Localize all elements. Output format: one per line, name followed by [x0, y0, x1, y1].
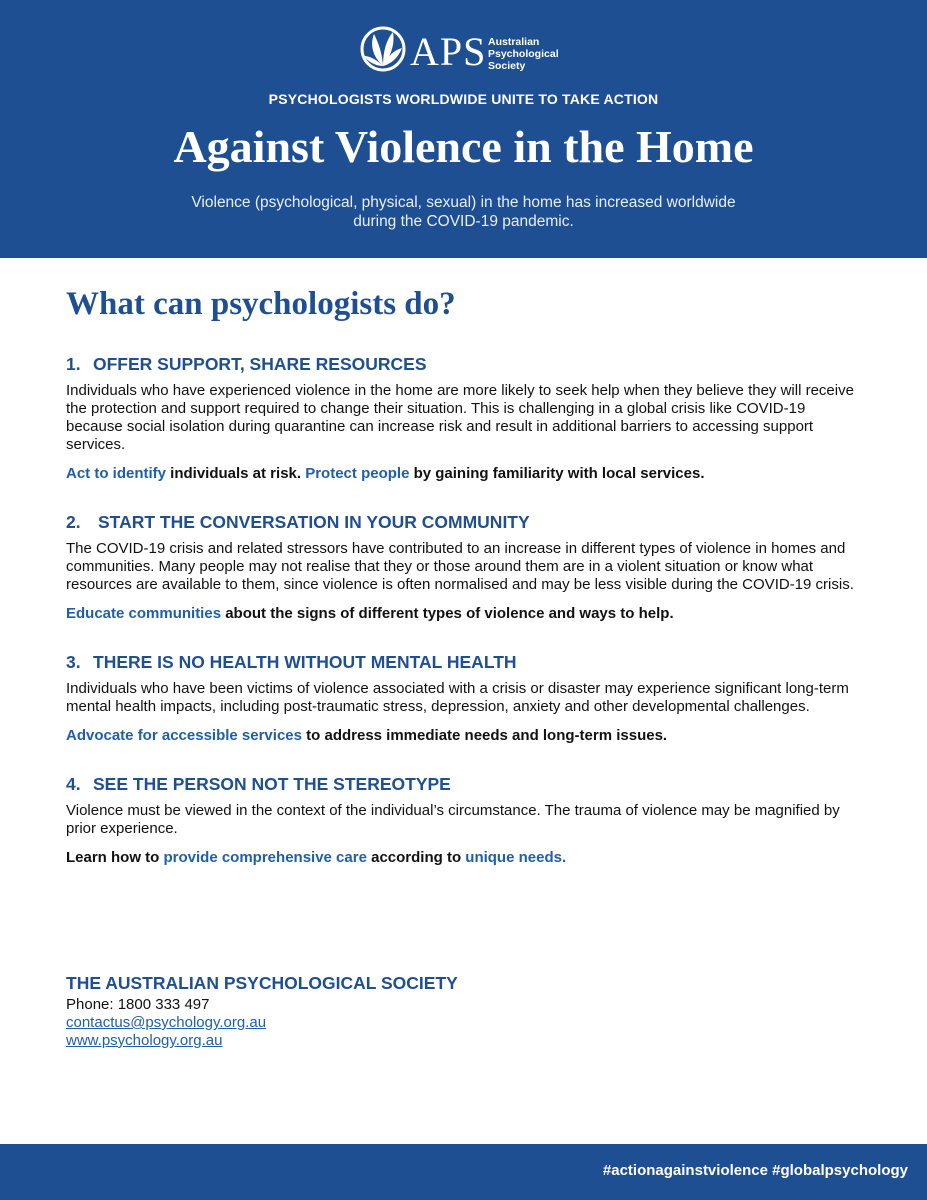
section-action [66, 726, 866, 745]
website-link[interactable]: www.psychology.org.au [66, 1032, 223, 1049]
section-heading-text: THERE IS NO HEALTH WITHOUT MENTAL HEALTH [93, 652, 517, 672]
email-link[interactable]: contactus@psychology.org.au [66, 1014, 267, 1031]
section-4 [66, 773, 866, 867]
header-kicker: PSYCHOLOGISTS WORLDWIDE UNITE TO TAKE ACTION [268, 91, 659, 107]
section-heading-text: SEE THE PERSON NOT THE STEREOTYPE [93, 774, 451, 794]
action-highlight: Protect people [305, 465, 410, 482]
action-highlight: provide comprehensive care [163, 849, 367, 866]
action-text: by gaining familiarity with local services. [409, 465, 705, 482]
action-highlight: Advocate for accessible services [66, 727, 302, 744]
action-text: according to [366, 849, 466, 866]
section-number: 2. [66, 512, 81, 532]
section-body: The COVID-19 crisis and related stressors have contributed to an increase in different types of violence in homes and communities. Many people may not realise that they or those around them are in a violent situation or know what resources are available to them, since violence is often normalised and may be less visible during the COVID-19 crisis. [66, 540, 854, 593]
header-subtitle: Violence (psychological, physical, sexual) in the home has increased worldwide during the COVID-19 pandemic. [191, 194, 736, 230]
action-highlight: unique needs. [465, 849, 567, 866]
section-3 [66, 651, 866, 745]
footer-bar [0, 1144, 927, 1200]
section-body: Violence must be viewed in the context of the individual’s circumstance. The trauma of violence may be magnified by prior experience. [66, 802, 840, 837]
section-number: 3. [66, 652, 81, 672]
contact-block [66, 972, 458, 1050]
section-heading-text: OFFER SUPPORT, SHARE RESOURCES [93, 354, 427, 374]
section-number: 4. [66, 774, 81, 794]
section-heading [66, 651, 866, 673]
section-heading-text: START THE CONVERSATION IN YOUR COMMUNITY [98, 512, 530, 532]
action-text: individuals at risk. [166, 465, 306, 482]
section-heading [66, 353, 866, 375]
logo-subtext: Australian Psychological Society [488, 36, 559, 72]
section-2 [66, 511, 866, 623]
main-content [66, 282, 866, 895]
section-heading [66, 511, 866, 533]
section-heading [66, 773, 866, 795]
section-action [66, 464, 866, 483]
org-name: THE AUSTRALIAN PSYCHOLOGICAL SOCIETY [66, 973, 458, 993]
hashtags: #actionagainstviolence #globalpsychology [602, 1162, 908, 1179]
logo-mark-text: APS [410, 29, 487, 74]
action-highlight: Educate communities [66, 605, 222, 622]
aps-leaf-icon [360, 26, 406, 72]
phone-number: Phone: 1800 333 497 [66, 996, 210, 1013]
action-text: about the signs of different types of violence and ways to help. [221, 605, 674, 622]
section-action [66, 848, 866, 867]
action-text: to address immediate needs and long-term issues. [301, 727, 668, 744]
section-number: 1. [66, 354, 81, 374]
action-text: Learn how to [66, 849, 164, 866]
page-title: Against Violence in the Home [173, 121, 754, 172]
aps-logo[interactable] [360, 26, 570, 82]
section-1 [66, 353, 866, 483]
section-title: What can psychologists do? [66, 286, 456, 322]
section-action [66, 604, 866, 623]
action-highlight: Act to identify [66, 465, 166, 482]
header-banner [0, 0, 927, 258]
section-body: Individuals who have been victims of violence associated with a crisis or disaster may experience significant long-term mental health impacts, including post-traumatic stress, depression, anxiety and other developmental challenges. [66, 680, 849, 715]
section-body: Individuals who have experienced violence in the home are more likely to seek help when they believe they will receive the protection and support required to change their situation. This is challenging in a global crisis like COVID-19 because social isolation during quarantine can increase risk and result in additional barriers to accessing support services. [66, 382, 854, 453]
